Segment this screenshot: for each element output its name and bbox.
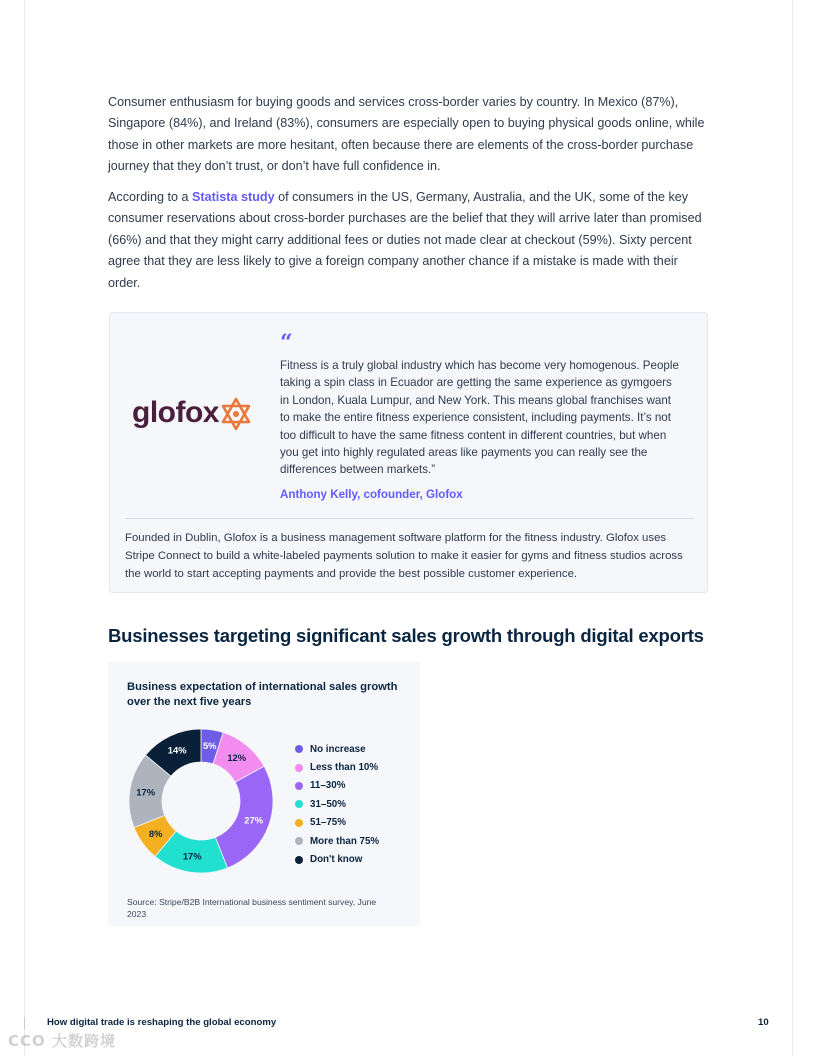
page-edge-right xyxy=(792,0,793,1056)
legend-item xyxy=(295,850,379,868)
chart-title: Business expectation of international sales growth over the next five years xyxy=(127,681,398,708)
slice-label: 17% xyxy=(182,850,202,862)
slice-label: 27% xyxy=(244,814,264,826)
chart-source: Source: Stripe/B2B International business sentiment survey, June 2023 xyxy=(127,897,377,919)
legend-item xyxy=(295,777,379,795)
legend-label: Don't know xyxy=(310,854,363,866)
chart-legend xyxy=(295,740,379,869)
glofox-logo-icon xyxy=(221,397,251,431)
slice-label: 14% xyxy=(167,744,187,756)
legend-item xyxy=(295,795,379,813)
glofox-logo-text: glofox xyxy=(132,396,219,429)
paragraph-2-text-start: According to a xyxy=(108,190,193,204)
slice-label: 5% xyxy=(202,739,217,751)
slice-label: 17% xyxy=(136,786,156,798)
paragraph-2-text-end: of consumers in the US, Germany, Australia, and the UK, some of the key consumer reservations about cross-border purchases are the belief that they will arrive later than promised (66%) and that they might carry additional fees or duties not made clear at checkout (59%). Sixty percent agree that they are less likely to give a foreign company another chance if a mistake is made with their order. xyxy=(108,190,702,290)
legend-swatch xyxy=(295,856,303,864)
legend-item xyxy=(295,758,379,776)
chart-card xyxy=(108,662,420,926)
footer-divider xyxy=(24,1017,25,1029)
quote-mark-icon: “ xyxy=(280,330,293,356)
statista-study-link[interactable]: Statista study xyxy=(192,190,275,204)
page-number: 10 xyxy=(758,1017,769,1028)
watermark-text: CCO 大数跨境 xyxy=(8,1032,116,1050)
legend-swatch xyxy=(295,819,303,827)
legend-label: Less than 10% xyxy=(310,762,379,774)
legend-label: 51–75% xyxy=(310,817,346,829)
body-paragraph-2 xyxy=(108,187,708,294)
legend-swatch xyxy=(295,782,303,790)
legend-label: 11–30% xyxy=(310,780,346,792)
body-paragraph-1: Consumer enthusiasm for buying goods and services cross-border varies by country. In Mexico (87%), Singapore (84%), and Ireland (83%), consumers are especially open to buying physical goods online, while those in other markets are more hesitant, often because there are elements of the cross-border purchase journey that they don’t trust, or don’t have full confidence in. xyxy=(108,95,705,174)
quote-divider xyxy=(125,518,694,519)
legend-item xyxy=(295,832,379,850)
quote-text: Fitness is a truly global industry which has become very homogenous. People taking a spin class in Ecuador are getting the same experience as gymgoers in London, Kuala Lumpur, and New York. This means global franchises want to make the entire fitness experience consistent, including payments. It’s not too difficult to have the same fitness content in different countries, but when you get into highly regulated areas like payments you can really see the differences between markets.” xyxy=(280,359,679,477)
legend-swatch xyxy=(295,837,303,845)
legend-item xyxy=(295,740,379,758)
section-heading: Businesses targeting significant sales growth through digital exports xyxy=(108,625,704,646)
legend-swatch xyxy=(295,800,303,808)
legend-swatch xyxy=(295,745,303,753)
slice-label: 12% xyxy=(227,752,247,764)
slice-label: 8% xyxy=(148,828,163,840)
legend-swatch xyxy=(295,764,303,772)
quote-attribution: Anthony Kelly, cofounder, Glofox xyxy=(280,488,463,501)
legend-label: 31–50% xyxy=(310,798,346,810)
legend-item xyxy=(295,814,379,832)
legend-label: No increase xyxy=(310,743,366,755)
glofox-logo xyxy=(132,395,251,431)
legend-label: More than 75% xyxy=(310,835,380,847)
footer-title: How digital trade is reshaping the global economy xyxy=(47,1017,277,1028)
company-description: Founded in Dublin, Glofox is a business management software platform for the fitness industry. Glofox uses Stripe Connect to build a white-labeled payments solution to make it easier for gyms and fitness studios across the world to start accepting payments and provide the best possible customer experience. xyxy=(125,532,683,580)
page-edge-left xyxy=(24,0,25,1056)
customer-quote-box xyxy=(109,312,708,593)
donut-chart xyxy=(118,718,284,884)
